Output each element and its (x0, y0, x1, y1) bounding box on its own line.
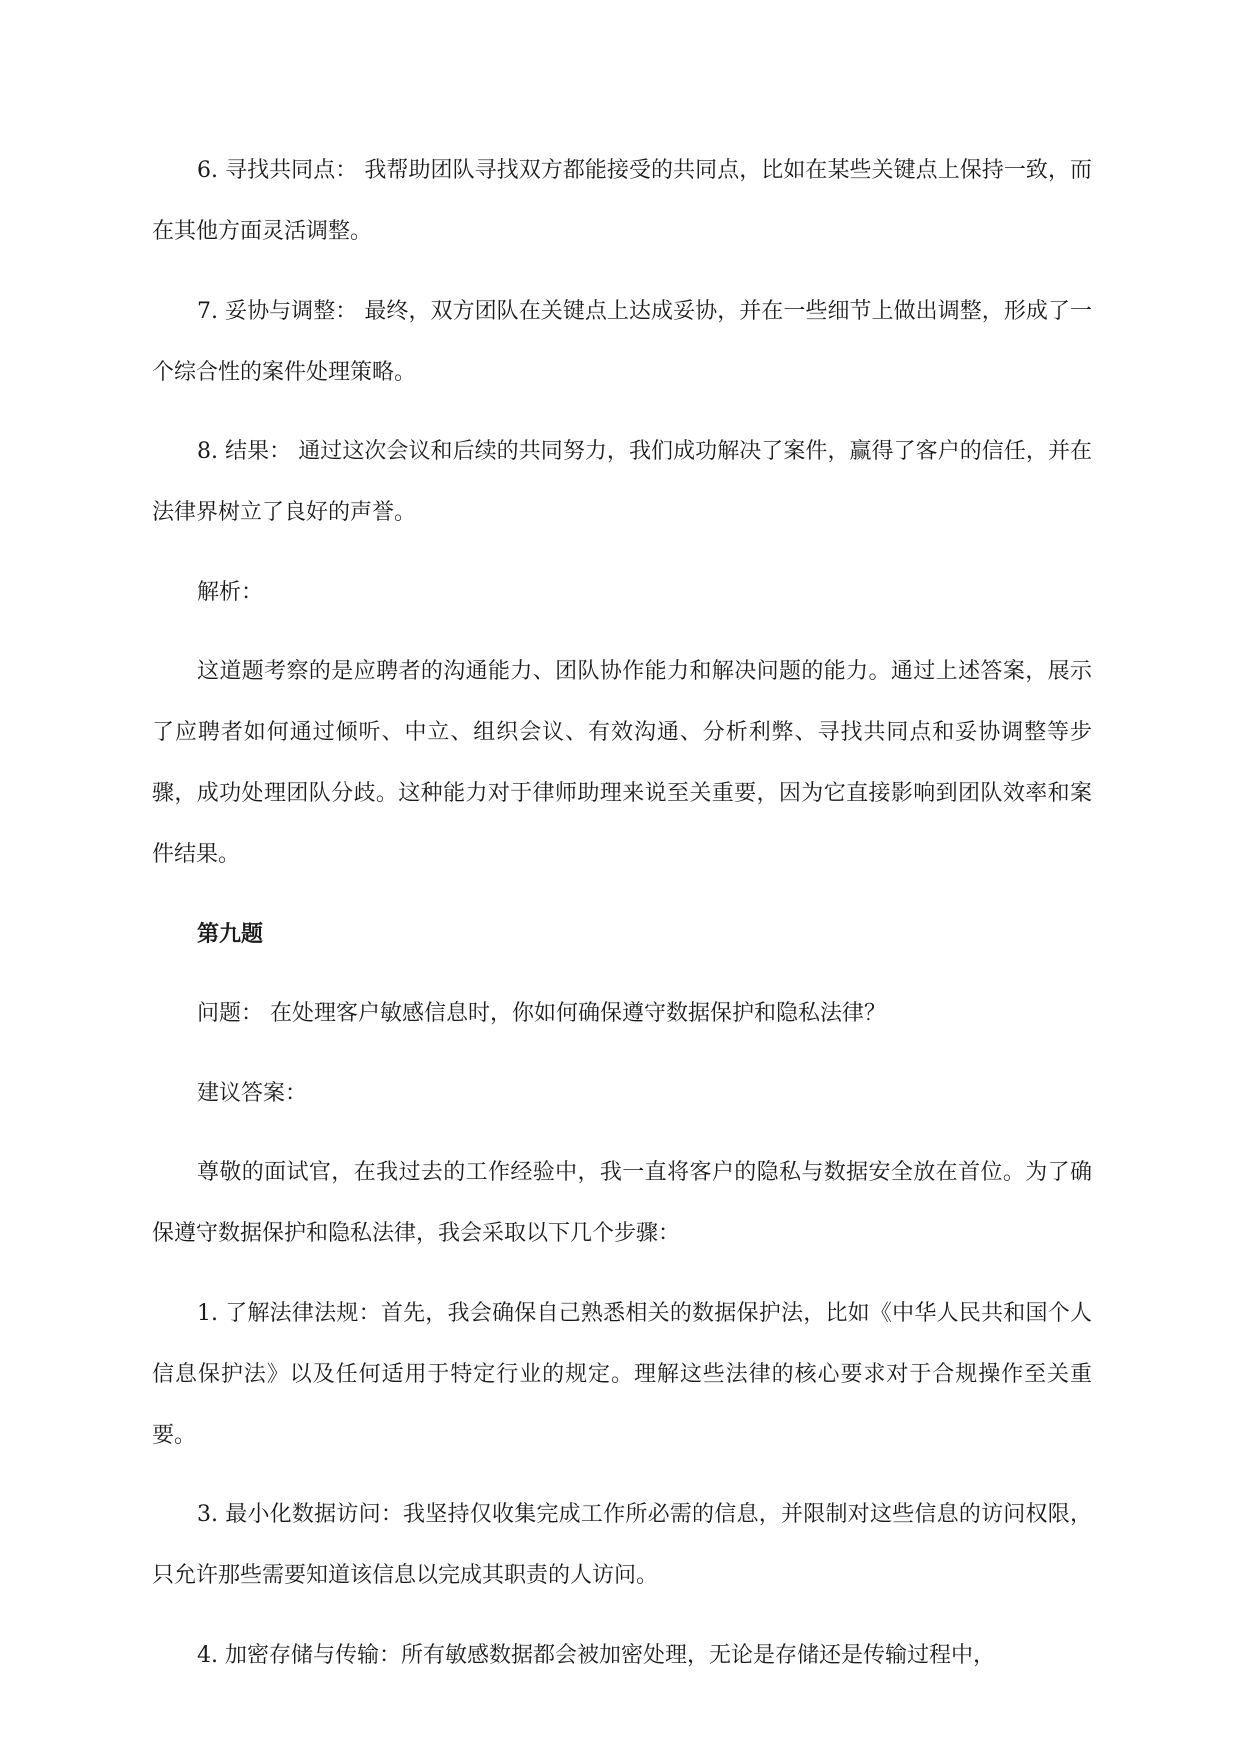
answer-step-1: 1. 了解法律法规：首先，我会确保自己熟悉相关的数据保护法，比如《中华人民共和国个人信息保护法》以及任何适用于特定行业的规定。理解这些法律的核心要求对于合规操作至关重要。 (152, 1300, 1092, 1448)
analysis-label: 解析： (197, 579, 264, 605)
paragraph-step-6: 6. 寻找共同点： 我帮助团队寻找双方都能接受的共同点，比如在某些关键点上保持一致，而在其他方面灵活调整。 (152, 158, 1092, 244)
answer-step-3: 3. 最小化数据访问：我坚持仅收集完成工作所必需的信息，并限制对这些信息的访问权限，只允许那些需要知道该信息以完成其职责的人访问。 (152, 1502, 1092, 1588)
answer-step-4: 4. 加密存储与传输：所有敏感数据都会被加密处理，无论是存储还是传输过程中， (197, 1642, 995, 1668)
document-body (152, 140, 1092, 1704)
question-heading: 第九题 (197, 920, 264, 947)
paragraph-step-7: 7. 妥协与调整： 最终，双方团队在关键点上达成妥协，并在一些细节上做出调整，形成了一个综合性的案件处理策略。 (152, 298, 1092, 385)
analysis-text: 这道题考察的是应聘者的沟通能力、团队协作能力和解决问题的能力。通过上述答案，展示了应聘者如何通过倾听、中立、组织会议、有效沟通、分析利弊、寻找共同点和妥协调整等步骤，成功处理团队分歧。这种能力对于律师助理来说至关重要，因为它直接影响到团队效率和案件结果。 (152, 659, 1092, 867)
answer-intro: 尊敬的面试官，在我过去的工作经验中，我一直将客户的隐私与数据安全放在首位。为了确保遵守数据保护和隐私法律，我会采取以下几个步骤： (152, 1160, 1092, 1246)
paragraph-step-8: 8. 结果： 通过这次会议和后续的共同努力，我们成功解决了案件，赢得了客户的信任，并在法律界树立了良好的声誉。 (152, 439, 1092, 525)
suggested-answer-label: 建议答案： (197, 1080, 308, 1106)
question-text: 问题： 在处理客户敏感信息时，你如何确保遵守数据保护和隐私法律？ (197, 1001, 886, 1026)
